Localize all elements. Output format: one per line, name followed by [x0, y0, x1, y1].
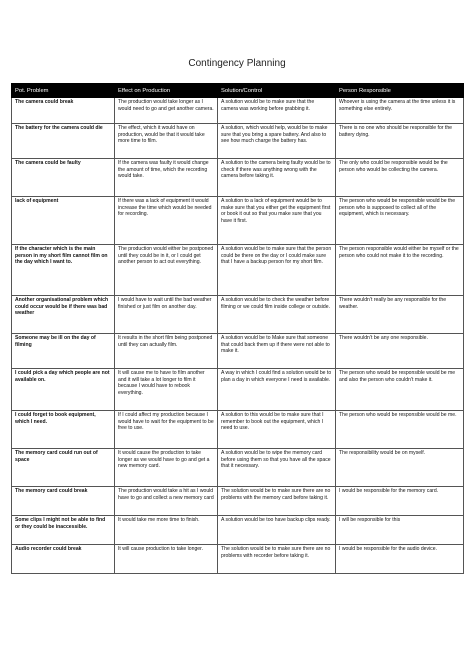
problem-cell: lack of equipment	[12, 197, 115, 245]
contingency-table	[11, 83, 464, 574]
table-row	[12, 545, 464, 574]
page-title: Contingency Planning	[188, 58, 286, 69]
effect-cell: It would cause the production to take longer as we would have to go and get a new memory card.	[115, 449, 218, 487]
problem-cell: The memory card could break	[12, 487, 115, 516]
solution-cell: A solution would be to make sure that the person could be there on the day or I could make sure that I have a backup person for my short film.	[218, 245, 336, 296]
person-cell: There is no one who should be responsible for the battery dying.	[336, 124, 464, 159]
table-row	[12, 159, 464, 197]
person-cell: The person who would be responsible would be me.	[336, 411, 464, 449]
solution-cell: A way in which I could find a solution would be to plan a day in which everyone I need is available.	[218, 369, 336, 411]
effect-cell: It results in the short film being postponed until they can actually film.	[115, 334, 218, 369]
effect-cell: The production would take longer as I would need to go and get another camera.	[115, 98, 218, 124]
solution-cell: A solution to the camera being faulty would be to check if there was anything wrong with the camera before taking it.	[218, 159, 336, 197]
column-header-effect: Effect on Production	[115, 84, 218, 98]
table-row	[12, 296, 464, 334]
problem-cell: Another organisational problem which could occur would be if there was bad weather	[12, 296, 115, 334]
problem-cell: Some clips I might not be able to find or they could be inaccessible.	[12, 516, 115, 545]
table-row	[12, 98, 464, 124]
solution-cell: The solution would be to make sure there are no problems with recorder before taking it.	[218, 545, 336, 574]
problem-cell: If the character which is the main person in my short film cannot film on the day which I want to.	[12, 245, 115, 296]
person-cell: Whoever is using the camera at the time unless it is something else entirely.	[336, 98, 464, 124]
column-header-person: Person Responsible	[336, 84, 464, 98]
person-cell: I will be responsible for this	[336, 516, 464, 545]
solution-cell: A solution would be to wipe the memory card before using them so that you have all the space that it necessary.	[218, 449, 336, 487]
problem-cell: The camera could be faulty	[12, 159, 115, 197]
person-cell: The person who would be responsible would be the person who is supposed to collect all of the equipment, which is necessary.	[336, 197, 464, 245]
person-cell: The person responsible would either be myself or the person who could not make it to the recording.	[336, 245, 464, 296]
table-row	[12, 487, 464, 516]
effect-cell: It will cause me to have to film another and it will take a lot longer to film it because I would have to rebook everything.	[115, 369, 218, 411]
solution-cell: A solution to a lack of equipment would be to make sure that you either get the equipment first or book it out so that you make sure that you have it first.	[218, 197, 336, 245]
column-header-problem: Pot. Problem	[12, 84, 115, 98]
person-cell: There wouldn’t really be any responsible for the weather.	[336, 296, 464, 334]
effect-cell: The effect, which it would have on production, would be that it would take more time to film.	[115, 124, 218, 159]
solution-cell: A solution would be to Make sure that someone that could back them up if there were not able to make it.	[218, 334, 336, 369]
table-row	[12, 334, 464, 369]
person-cell: The responsibility would be on myself.	[336, 449, 464, 487]
effect-cell: If there was a lack of equipment it would increase the time which would be needed for recording.	[115, 197, 218, 245]
table-row	[12, 516, 464, 545]
problem-cell: I could forget to book equipment, which I need.	[12, 411, 115, 449]
problem-cell: I could pick a day which people are not available on.	[12, 369, 115, 411]
problem-cell: The camera could break	[12, 98, 115, 124]
effect-cell: It would take me more time to finish.	[115, 516, 218, 545]
effect-cell: It will cause production to take longer.	[115, 545, 218, 574]
problem-cell: The battery for the camera could die	[12, 124, 115, 159]
table-header-row	[12, 84, 464, 98]
effect-cell: I would have to wait until the bad weather finished or just film on another day.	[115, 296, 218, 334]
effect-cell: The production would either be postponed until they could be in it, or I could get another person to act out everything.	[115, 245, 218, 296]
column-header-solution: Solution/Control	[218, 84, 336, 98]
solution-cell: A solution, which would help, would be to make sure that you bring a spare battery. And also to see how much charge the battery has.	[218, 124, 336, 159]
person-cell: I would be responsible for the memory card.	[336, 487, 464, 516]
person-cell: There wouldn’t be any one responsible.	[336, 334, 464, 369]
effect-cell: If the camera was faulty it would change the amount of time, which the recording would take.	[115, 159, 218, 197]
person-cell: The only who could be responsible would be the person who would be collecting the camera.	[336, 159, 464, 197]
person-cell: I would be responsible for the audio device.	[336, 545, 464, 574]
solution-cell: A solution would be too have backup clips ready.	[218, 516, 336, 545]
table-row	[12, 197, 464, 245]
effect-cell: The production would take a hit as I would have to go and collect a new memory card	[115, 487, 218, 516]
problem-cell: Audio recorder could break	[12, 545, 115, 574]
solution-cell: A solution would be to check the weather before filming or we could film inside college or outside.	[218, 296, 336, 334]
problem-cell: The memory card could run out of space	[12, 449, 115, 487]
table-row	[12, 369, 464, 411]
effect-cell: If I could affect my production because I would have to wait for the equipment to be free to use.	[115, 411, 218, 449]
solution-cell: The solution would be to make sure there are no problems with the memory card before taking it.	[218, 487, 336, 516]
table-row	[12, 411, 464, 449]
person-cell: The person who would be responsible would be me and also the person who couldn’t make it.	[336, 369, 464, 411]
table-row	[12, 449, 464, 487]
table-row	[12, 124, 464, 159]
problem-cell: Someone may be ill on the day of filming	[12, 334, 115, 369]
table-row	[12, 245, 464, 296]
solution-cell: A solution would be to make sure that the camera was working before grabbing it.	[218, 98, 336, 124]
solution-cell: A solution to this would be to make sure that I remember to book out the equipment, which I need to use.	[218, 411, 336, 449]
